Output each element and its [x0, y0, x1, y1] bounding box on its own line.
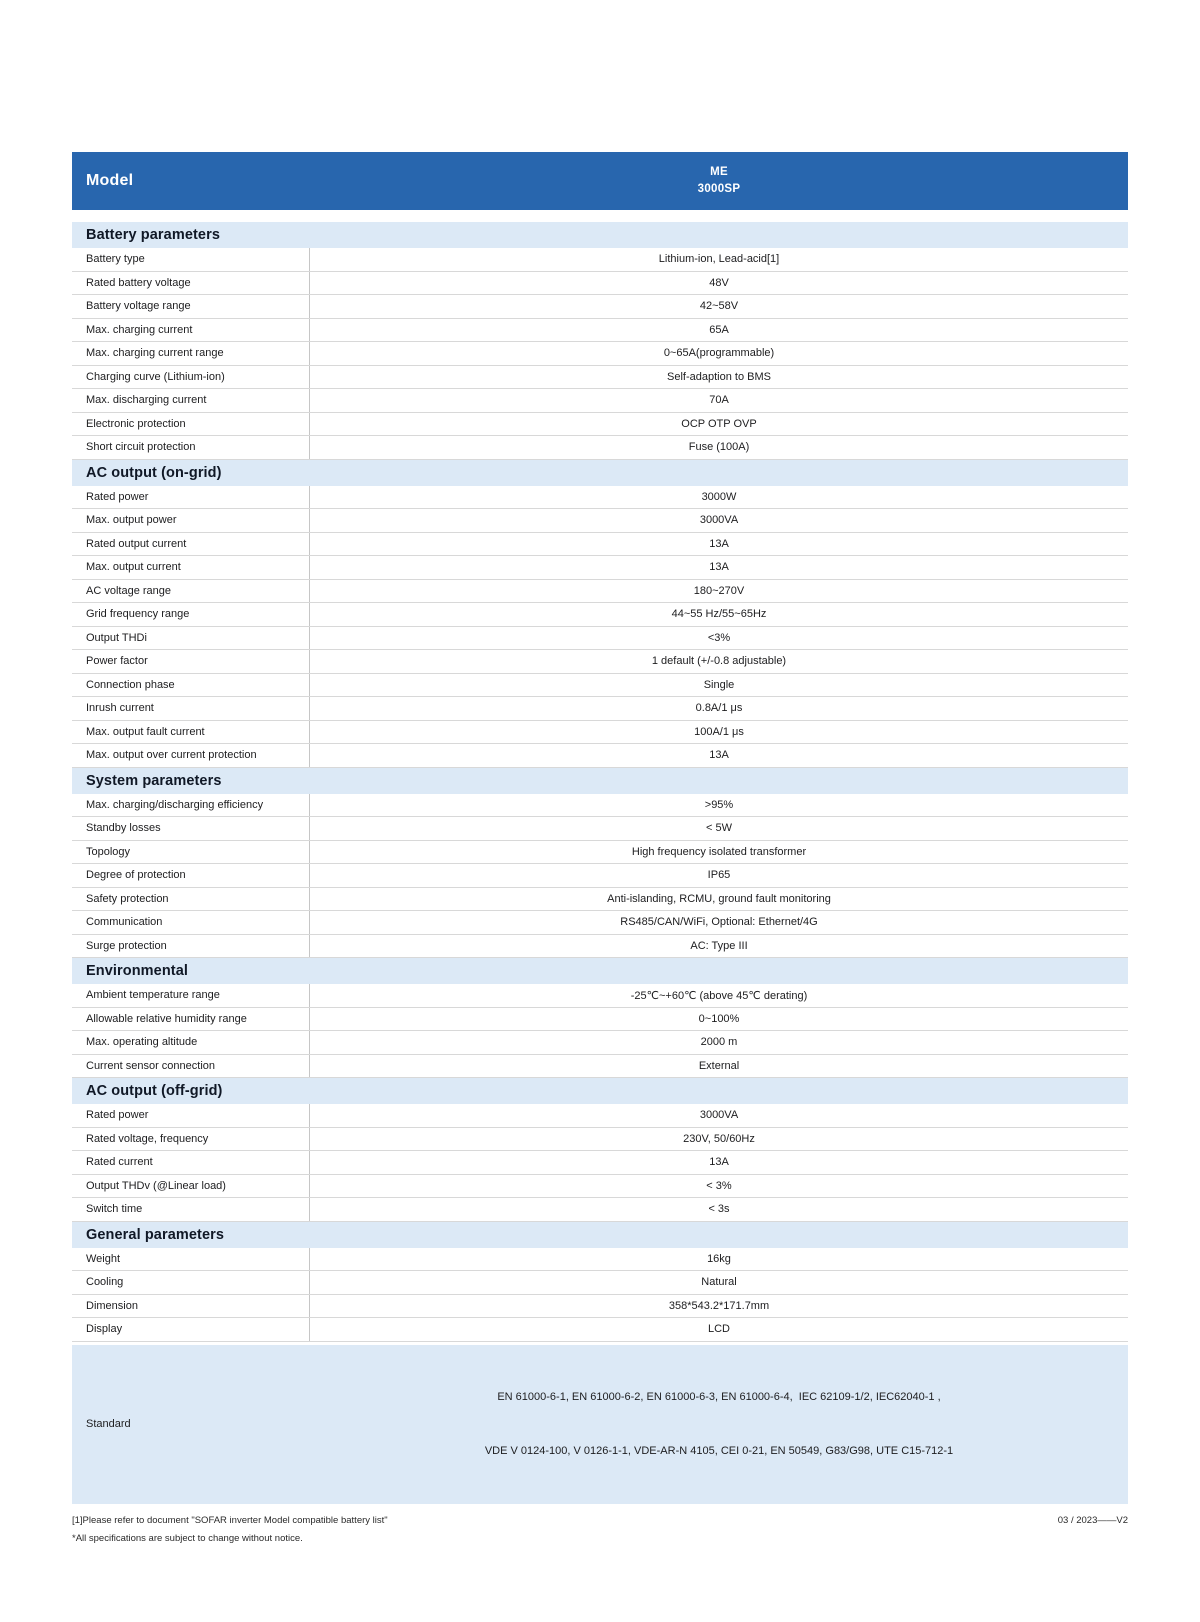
- row-label: Standby losses: [72, 817, 310, 840]
- row-value: High frequency isolated transformer: [631, 845, 807, 858]
- row-label: Power factor: [72, 650, 310, 673]
- row-value: OCP OTP OVP: [681, 417, 757, 430]
- table-row: [72, 1295, 1128, 1319]
- table-row: [72, 864, 1128, 888]
- row-label: Charging curve (Lithium-ion): [72, 366, 310, 389]
- row-label: Electronic protection: [72, 413, 310, 436]
- table-row: [72, 1318, 1128, 1342]
- table-row: [72, 1151, 1128, 1175]
- row-label: Inrush current: [72, 697, 310, 720]
- table-row: [72, 580, 1128, 604]
- row-value: 3000VA: [699, 1109, 739, 1122]
- row-label: Rated power: [72, 486, 310, 509]
- row-label: Max. charging/discharging efficiency: [72, 794, 310, 817]
- table-row: [72, 1248, 1128, 1272]
- section-header: Environmental: [72, 958, 1128, 984]
- table-row: [72, 1008, 1128, 1032]
- table-row: [72, 603, 1128, 627]
- row-label: Output THDv (@Linear load): [72, 1175, 310, 1198]
- table-row: [72, 272, 1128, 296]
- row-value: <3%: [707, 631, 731, 644]
- row-value: 70A: [709, 394, 729, 407]
- section-header: General parameters: [72, 1222, 1128, 1248]
- row-label: Grid frequency range: [72, 603, 310, 626]
- row-label: Max. charging current: [72, 319, 310, 342]
- table-row: [72, 697, 1128, 721]
- row-value: Natural: [701, 1276, 737, 1289]
- row-value: >95%: [704, 798, 734, 811]
- row-label: Max. output current: [72, 556, 310, 579]
- row-value: 100A/1 μs: [694, 725, 744, 738]
- table-row: [72, 1271, 1128, 1295]
- table-row: [72, 1031, 1128, 1055]
- row-value: External: [698, 1059, 740, 1072]
- table-row: [72, 911, 1128, 935]
- model-name-line1: ME: [710, 165, 728, 178]
- standard-value-line1: EN 61000-6-1, EN 61000-6-2, EN 61000-6-3, EN 61000-6-4, IEC 62109-1/2, IEC62040-1 ,: [497, 1390, 941, 1403]
- table-row: [72, 841, 1128, 865]
- standard-row: [72, 1345, 1128, 1504]
- row-value: 44~55 Hz/55~65Hz: [671, 608, 767, 621]
- row-value: Lithium-ion, Lead-acid[1]: [658, 253, 780, 266]
- table-row: [72, 556, 1128, 580]
- table-row: [72, 984, 1128, 1008]
- standard-label: Standard: [86, 1418, 131, 1431]
- row-label: Rated power: [72, 1104, 310, 1127]
- section-header: System parameters: [72, 768, 1128, 794]
- table-row: [72, 486, 1128, 510]
- row-value: 0.8A/1 μs: [695, 702, 743, 715]
- table-row: [72, 533, 1128, 557]
- spec-sections: [72, 222, 1128, 1342]
- row-value: -25℃~+60℃ (above 45℃ derating): [630, 989, 808, 1002]
- table-row: [72, 413, 1128, 437]
- row-label: Ambient temperature range: [72, 984, 310, 1007]
- table-row: [72, 888, 1128, 912]
- row-value: 42~58V: [699, 300, 739, 313]
- row-label: Max. output power: [72, 509, 310, 532]
- row-label: Connection phase: [72, 674, 310, 697]
- table-row: [72, 721, 1128, 745]
- standard-value-line2: VDE V 0124-100, V 0126-1-1, VDE-AR-N 4105, CEI 0-21, EN 50549, G83/G98, UTE C15-712-1: [484, 1445, 954, 1458]
- row-label: Max. output over current protection: [72, 744, 310, 767]
- row-label: AC voltage range: [72, 580, 310, 603]
- row-label: Max. output fault current: [72, 721, 310, 744]
- row-value: Single: [703, 678, 735, 691]
- row-value: AC: Type III: [690, 939, 748, 952]
- section-header: AC output (on-grid): [72, 460, 1128, 486]
- model-header-label: Model: [86, 172, 134, 189]
- row-value: 1 default (+/-0.8 adjustable): [651, 655, 787, 668]
- row-value: < 3s: [708, 1203, 730, 1216]
- table-row: [72, 1104, 1128, 1128]
- table-row: [72, 1175, 1128, 1199]
- row-label: Rated voltage, frequency: [72, 1128, 310, 1151]
- row-value: < 5W: [706, 822, 732, 835]
- row-label: Max. charging current range: [72, 342, 310, 365]
- row-value: IP65: [707, 869, 731, 882]
- row-value: 0~65A(programmable): [663, 347, 775, 360]
- row-value: < 3%: [706, 1179, 732, 1192]
- table-row: [72, 509, 1128, 533]
- model-name: [310, 164, 1128, 199]
- row-label: Dimension: [72, 1295, 310, 1318]
- row-label: Rated battery voltage: [72, 272, 310, 295]
- row-label: Safety protection: [72, 888, 310, 911]
- table-row: [72, 436, 1128, 460]
- section-header: AC output (off-grid): [72, 1078, 1128, 1104]
- row-value: 3000W: [701, 490, 737, 503]
- row-value: 358*543.2*171.7mm: [668, 1299, 770, 1312]
- table-row: [72, 935, 1128, 959]
- row-value: 13A: [709, 537, 729, 550]
- row-value: 13A: [709, 749, 729, 762]
- row-value: 65A: [709, 323, 729, 336]
- table-row: [72, 342, 1128, 366]
- row-value: 230V, 50/60Hz: [683, 1132, 755, 1145]
- table-row: [72, 794, 1128, 818]
- footnotes: [72, 1515, 1128, 1544]
- table-row: [72, 1055, 1128, 1079]
- row-value: Anti-islanding, RCMU, ground fault monitoring: [607, 892, 831, 905]
- table-row: [72, 1128, 1128, 1152]
- row-label: Battery voltage range: [72, 295, 310, 318]
- table-row: [72, 389, 1128, 413]
- row-value: LCD: [707, 1323, 730, 1336]
- row-value: Fuse (100A): [688, 441, 750, 454]
- table-row: [72, 248, 1128, 272]
- row-value: 3000VA: [699, 514, 739, 527]
- table-row: [72, 295, 1128, 319]
- row-label: Degree of protection: [72, 864, 310, 887]
- row-label: Max. operating altitude: [72, 1031, 310, 1054]
- doc-version: 03 / 2023——V2: [1057, 1514, 1128, 1526]
- table-row: [72, 817, 1128, 841]
- table-row: [72, 650, 1128, 674]
- row-label: Allowable relative humidity range: [72, 1008, 310, 1031]
- row-label: Topology: [72, 841, 310, 864]
- table-row: [72, 744, 1128, 768]
- row-value: 48V: [709, 276, 729, 289]
- row-value: 13A: [709, 561, 729, 574]
- standard-value: [310, 1352, 1128, 1497]
- spec-sheet: [72, 152, 1128, 1544]
- row-label: Communication: [72, 911, 310, 934]
- row-label: Switch time: [72, 1198, 310, 1221]
- table-row: [72, 319, 1128, 343]
- table-row: [72, 627, 1128, 651]
- row-label: Short circuit protection: [72, 436, 310, 459]
- row-value: RS485/CAN/WiFi, Optional: Ethernet/4G: [620, 916, 818, 929]
- section-header: Battery parameters: [72, 222, 1128, 248]
- row-label: Cooling: [72, 1271, 310, 1294]
- row-label: Surge protection: [72, 935, 310, 958]
- row-value: 0~100%: [698, 1012, 740, 1025]
- table-row: [72, 1198, 1128, 1222]
- row-label: Display: [72, 1318, 310, 1341]
- table-row: [72, 366, 1128, 390]
- row-label: Rated current: [72, 1151, 310, 1174]
- footnote-disclaimer: *All specifications are subject to change without notice.: [72, 1532, 303, 1544]
- row-label: Battery type: [72, 248, 310, 271]
- row-label: Rated output current: [72, 533, 310, 556]
- footnote-battery-list: [1]Please refer to document "SOFAR inverter Model compatible battery list": [72, 1514, 388, 1526]
- model-header-bar: [72, 152, 1128, 210]
- row-value: Self-adaption to BMS: [667, 370, 771, 383]
- row-label: Weight: [72, 1248, 310, 1271]
- row-label: Current sensor connection: [72, 1055, 310, 1078]
- row-value: 16kg: [707, 1252, 731, 1265]
- row-label: Output THDi: [72, 627, 310, 650]
- model-name-line2: 3000SP: [697, 183, 741, 195]
- row-value: 180~270V: [693, 584, 745, 597]
- row-value: 2000 m: [700, 1036, 738, 1049]
- row-label: Max. discharging current: [72, 389, 310, 412]
- table-row: [72, 674, 1128, 698]
- row-value: 13A: [709, 1156, 729, 1169]
